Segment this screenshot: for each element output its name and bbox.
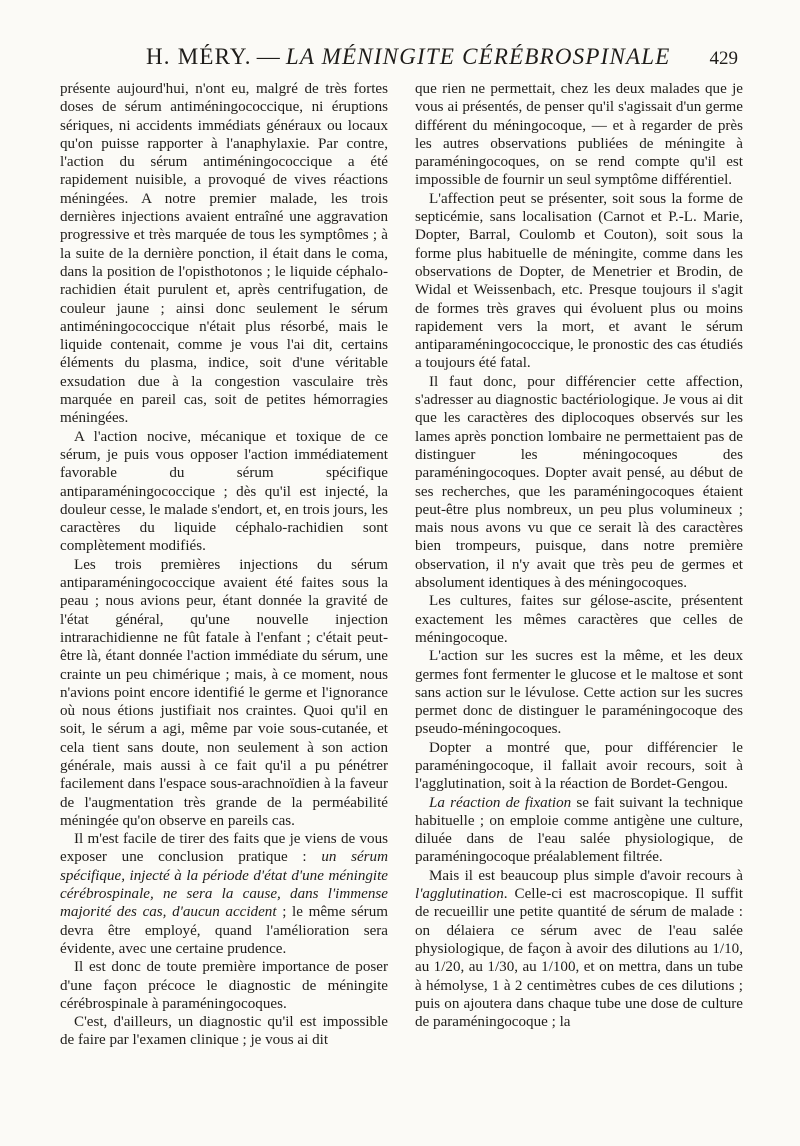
paragraph: L'affection peut se présenter, soit sous la forme de septicémie, sans localisation (Carnot et P.-L. Marie, Dopter, Barral, Coulomb et Couton), soit sous la forme plus habituelle de méningite, comme dans les observations de Dopter, de Menetrier et Brodin, de Widal et Weissenbach, etc. Presque toujours il s'agit de formes très graves qui évoluent plus ou moins rapidement vers la mort, et avant le sérum antiparaméningococcique, le pronostic des cas étudiés a toujours été fatal. <box>415 190 743 372</box>
paragraph: Il faut donc, pour différencier cette affection, s'adresser au diagnostic bactériologique. Je vous ai dit que les caractères des diplocoques observés sur les lames après ponction lombaire ne permettaient pas de distinguer les méningocoques des paraméningocoques. Dopter avait pensé, au début de ses recherches, que les paraméningocoques étaient peut-être plus nombreux, un peu plus volumineux ; mais nous avons vu que ce serait là des caractères bien trompeurs, puisque, dans notre première observation, il n'y avait que très peu de germes et absolument identiques à des méningocoques. <box>415 373 743 592</box>
paragraph <box>415 867 743 1032</box>
paragraph: Les cultures, faites sur gélose-ascite, présentent exactement les mêmes caractères que celles de méningocoque. <box>415 593 743 646</box>
text-run: ; le même sérum devra être employé, quand l'amélioration sera évidente, avec une certaine prudence. <box>60 904 388 957</box>
paragraph: Il est donc de toute première importance de poser d'une façon précoce le diagnostic de méningite cérébrospinale à paraméningocoques. <box>60 959 388 1012</box>
paragraph: Les trois premières injections du sérum antiparaméningococcique avaient été faites sous la peau ; nous avions peur, étant donnée la gravité de l'état général, qu'une nouvelle injection intrarachidienne ne fût fatale à l'enfant ; c'était peut-être là, étant donnée l'action immédiate du sérum, une crainte un peu chimérique ; mais, à ce moment, nous n'avions point encore identifié le germe et l'ignorance où nous étions justifiait nos craintes. Quoi qu'il en soit, le sérum a agi, même par voie sous-cutanée, et cela tient sans doute, non seulement à son action générale, mais aussi à ce fait qu'il a pu pénétrer facilement dans l'espace sous-arachnoïdien à la faveur de l'augmentation très grande de la perméabilité méningée qu'on observe en pareils cas. <box>60 556 388 829</box>
header-dash: — <box>256 44 281 69</box>
paragraph <box>415 794 743 867</box>
author-name: H. MÉRY. <box>146 44 252 69</box>
text-run: Mais il est beaucoup plus simple d'avoir recours à <box>429 867 743 884</box>
left-column <box>60 80 388 1050</box>
running-title: LA MÉNINGITE CÉRÉBROSPINALE <box>285 44 671 69</box>
header-title <box>146 44 671 70</box>
italic-term: La réaction de fixation <box>429 794 572 811</box>
paragraph: A l'action nocive, mécanique et toxique de ce sérum, je puis vous opposer l'action immédiatement favorable du sérum spécifique antiparaméningococcique ; dès qu'il est injecté, la douleur cesse, le malade s'endort, et, en trois jours, les caractères du liquide céphalo-rachidien sont complètement modifiés. <box>60 428 388 555</box>
paragraph: présente aujourd'hui, n'ont eu, malgré de très fortes doses de sérum antiméningococcique, ni éruptions sériques, ni accidents immédiats généraux ou locaux qu'on puisse rapporter à l'anaphylaxie. Par contre, l'action du sérum antiméningococcique a été rapidement nuisible, a provoqué de vives réactions méningées. A notre premier malade, les trois dernières injections avaient entraîné une aggravation progressive et très marquée de tous les symptômes ; à la suite de la dernière ponction, il était dans le coma, dans la position de l'opisthotonos ; le liquide céphalo-rachidien était purulent et, après centrifugation, de couleur jaune ; ainsi donc seulement le sérum antiméningococcique n'était plus résorbé, mais le liquide contenait, comme je vous l'ai dit, certains éléments du plasma, indice, soit d'une véritable exsudation due à la congestion vasculaire très marquée en pareil cas, soit de petites hémorragies méningées. <box>60 81 388 427</box>
paragraph <box>60 830 388 958</box>
right-column <box>415 80 743 1031</box>
italic-term: l'agglutination <box>415 886 504 903</box>
paragraph: que rien ne permettait, chez les deux malades que je vous ai présentés, de penser qu'il s'agissait d'un germe différent du méningocoque, — et à regarder de près les autres observations publiées de méningite à paraméningocoques, on se rend compte qu'il est impossible de fournir un seul symptôme différentiel. <box>415 81 743 189</box>
text-run: . Celle-ci est macroscopique. Il suffit de recueillir une petite quantité de sérum de malade : on délaiera ce sérum avec de l'eau salée physiologique, de façon à avoir des dilutions au 1/10, au 1/20, au 1/30, au 1/100, et on mettra, dans un tube à hémolyse, 1 à 2 centimètres cubes de ces dilutions ; puis on ajoutera dans chaque tube une dose de culture de paraméningocoque ; la <box>415 886 743 1031</box>
text-run: se fait suivant la technique habituelle ; on emploie comme antigène une culture, diluée dans de l'eau salée physiologique, de paraméningocoque préalablement filtrée. <box>415 794 743 866</box>
running-header <box>58 44 748 84</box>
paragraph: C'est, d'ailleurs, un diagnostic qu'il est impossible de faire par l'examen clinique ; je vous ai dit <box>60 1014 388 1049</box>
paragraph: L'action sur les sucres est la même, et les deux germes font fermenter le glucose et le maltose et sont sans action sur le lévulose. Cette action sur les sucres permet donc de distinguer le paraméningocoque des pseudo-méningocoques. <box>415 648 743 738</box>
italic-conclusion: un sérum spécifique, injecté à la période d'état d'une méningite cérébrospinale, ne sera la cause, dans l'immense majorité des cas, d'aucun accident <box>60 849 389 921</box>
text-run: Il m'est facile de tirer des faits que je viens de vous exposer une conclusion pratique : <box>60 831 388 866</box>
paragraph: Dopter a montré que, pour différencier le paraméningocoque, il fallait avoir recours, soit à l'agglutination, soit à la réaction de Bordet-Gengou. <box>415 739 743 793</box>
page-number: 429 <box>709 48 738 69</box>
